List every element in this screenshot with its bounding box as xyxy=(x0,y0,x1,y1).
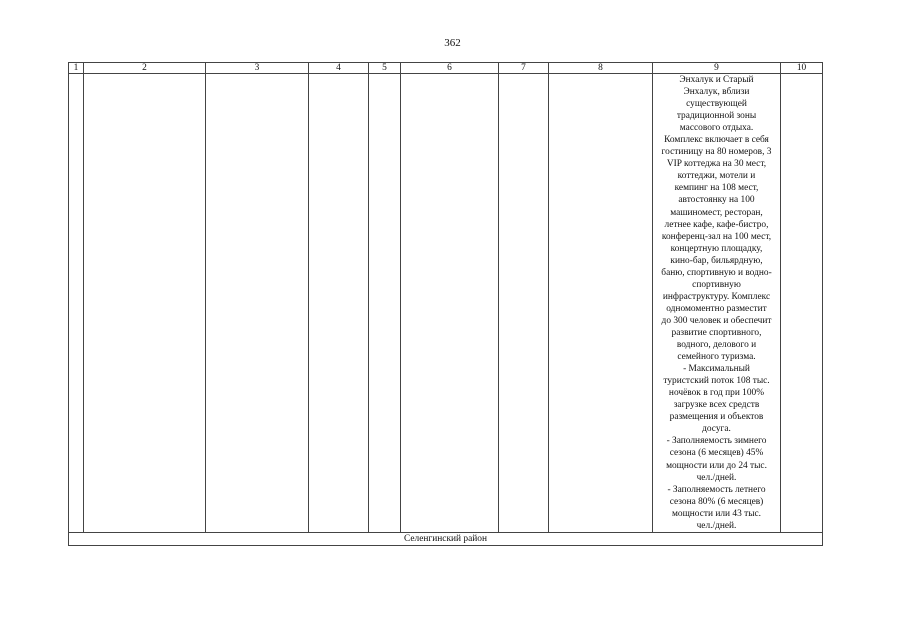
cell-col-3 xyxy=(206,74,309,533)
column-header-7: 7 xyxy=(499,63,549,74)
description-line: существующей xyxy=(686,99,747,110)
region-row xyxy=(69,532,823,545)
description-line: мощности или до 24 тыс. xyxy=(666,460,767,471)
description-line: коттеджи, мотели и xyxy=(677,171,756,182)
table-row xyxy=(69,74,823,533)
description-line: кемпинг на 108 мест, xyxy=(674,183,759,194)
column-header-9: 9 xyxy=(653,63,781,74)
cell-col-6 xyxy=(401,74,499,533)
column-header-1: 1 xyxy=(69,63,84,74)
description-line: ночёвок в год при 100% xyxy=(668,388,765,399)
description-line: гостиницу на 80 номеров, 3 xyxy=(661,147,772,158)
description-line: загрузке всех средств xyxy=(673,400,760,411)
description-line: размещения и объектов xyxy=(669,412,764,423)
description-line: баню, спортивную и водно- xyxy=(661,267,772,278)
description-line: до 300 человек и обеспечит xyxy=(661,315,772,326)
cell-col-1 xyxy=(69,74,84,533)
description-line: спортивную xyxy=(692,279,741,290)
description-line: VIP коттеджа на 30 мест, xyxy=(666,159,767,170)
description-line: - Заполняемость зимнего xyxy=(666,436,767,447)
cell-col-7 xyxy=(499,74,549,533)
description-line: летнее кафе, кафе-бистро, xyxy=(664,219,769,230)
description-line: досуга. xyxy=(702,424,731,435)
description-line: концертную площадку, xyxy=(670,243,763,254)
description-line: - Заполняемость летнего xyxy=(667,484,766,495)
column-header-4: 4 xyxy=(309,63,369,74)
description-line: инфраструктуру. Комплекс xyxy=(662,291,771,302)
column-header-6: 6 xyxy=(401,63,499,74)
description-line: чел./дней. xyxy=(696,520,737,531)
cell-col-2 xyxy=(84,74,206,533)
description-line: автостоянку на 100 xyxy=(678,195,755,206)
description-line: машиномест, ресторан, xyxy=(670,207,763,218)
column-header-3: 3 xyxy=(206,63,309,74)
description-line: сезона 80% (6 месяцев) xyxy=(669,496,764,507)
description-line: сезона (6 месяцев) 45% xyxy=(669,448,764,459)
column-number-row xyxy=(69,63,823,74)
cell-col-9-description xyxy=(653,74,781,533)
description-line: Комплекс включает в себя xyxy=(664,135,769,146)
description-line: семейного туризма. xyxy=(677,352,756,363)
description-line: Энхалук, вблизи xyxy=(683,87,750,98)
description-line: водного, делового и xyxy=(676,340,757,351)
description-line: Энхалук и Старый xyxy=(679,75,754,85)
description-line: мощности или 43 тыс. xyxy=(671,508,762,519)
column-header-2: 2 xyxy=(84,63,206,74)
description-line: развитие спортивного, xyxy=(671,327,762,338)
region-title: Селенгинский район xyxy=(69,532,823,545)
document-table xyxy=(68,62,823,546)
description-line: - Максимальный xyxy=(683,364,750,375)
description-line: конференц-зал на 100 мест, xyxy=(661,231,772,242)
description-line: туристский поток 108 тыс. xyxy=(663,376,770,387)
description-line: одномоментно разместит xyxy=(666,303,767,314)
column-header-10: 10 xyxy=(781,63,823,74)
description-line: чел./дней. xyxy=(696,472,737,483)
cell-col-10 xyxy=(781,74,823,533)
column-header-5: 5 xyxy=(369,63,401,74)
description-line: кино-бар, бильярдную, xyxy=(670,255,763,266)
description-line: массового отдыха. xyxy=(679,123,754,134)
cell-col-4 xyxy=(309,74,369,533)
cell-col-8 xyxy=(549,74,653,533)
cell-col-5 xyxy=(369,74,401,533)
description-line: традиционной зоны xyxy=(676,111,757,122)
page-number: 362 xyxy=(444,37,461,49)
column-header-8: 8 xyxy=(549,63,653,74)
